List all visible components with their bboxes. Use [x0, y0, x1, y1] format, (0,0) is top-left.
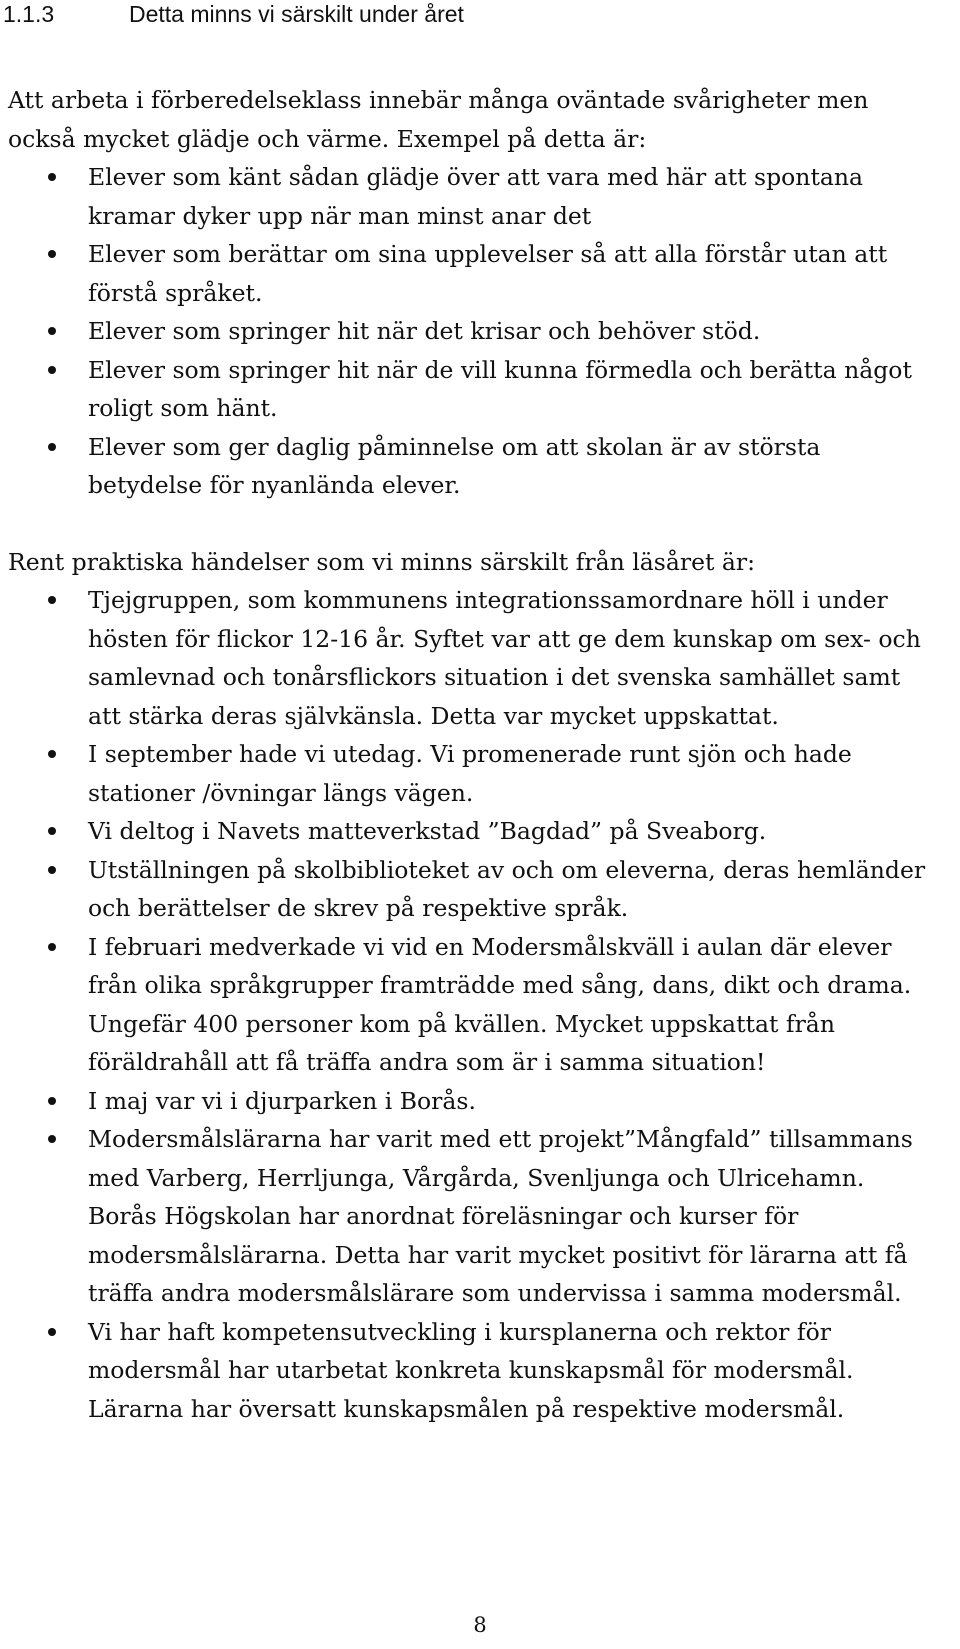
list-item-text: Elever som berättar om sina upplevelser så att alla förstår utan att förstå språket. [88, 240, 888, 307]
list-item-text: Elever som ger daglig påminnelse om att skolan är av största betydelse för nyanlända elever. [88, 432, 821, 499]
bullet-icon [48, 443, 56, 451]
document-body [8, 81, 938, 1428]
page-number: 8 [473, 1613, 487, 1637]
list-item-text: I februari medverkade vi vid en Modersmålskväll i aulan där elever från olika språkgrupper framträdde med sång, dans, dikt och drama. Ungefär 400 personer kom på kvällen. Mycket uppskattat från föräldrahåll att få träffa andra som är i samma situation! [88, 932, 912, 1076]
list-item [8, 428, 938, 505]
bullet-icon [48, 250, 56, 258]
list-item-text: Tjejgruppen, som kommunens integrationssamordnare höll i under hösten för flickor 12-16 år. Syftet var att ge dem kunskap om sex- och samlevnad och tonårsflickors situation i det svenska samhället samt att stärka deras självkänsla. Detta var mycket uppskattat. [88, 586, 921, 730]
list-item [8, 235, 938, 312]
list-item [8, 928, 938, 1082]
list-item-text: Vi har haft kompetensutveckling i kursplanerna och rektor för modersmål har utarbetat konkreta kunskapsmål för modersmål. Lärarna har översatt kunskapsmålen på respektive modersmål. [88, 1317, 854, 1423]
list-item [8, 812, 938, 851]
list-item [8, 1120, 938, 1313]
bullet-icon [48, 827, 56, 835]
bullet-icon [48, 173, 56, 181]
bullet-icon [48, 1135, 56, 1143]
list-item [8, 158, 938, 235]
list-item-text: I september hade vi utedag. Vi promenerade runt sjön och hade stationer /övningar längs vägen. [88, 740, 852, 807]
list-item-text: Elever som springer hit när de vill kunna förmedla och berätta något roligt som hänt. [88, 355, 912, 422]
bullet-icon [48, 943, 56, 951]
section-number: 1.1.3 [3, 1, 55, 27]
list-item-text: I maj var vi i djurparken i Borås. [88, 1086, 476, 1115]
list-item [8, 851, 938, 928]
list-item-text: Vi deltog i Navets matteverkstad ”Bagdad” på Sveaborg. [88, 817, 767, 845]
list-item [8, 735, 938, 812]
section-title: Detta minns vi särskilt under året [129, 1, 464, 27]
bullet-icon [48, 866, 56, 874]
list-item [8, 351, 938, 428]
list-item [8, 1313, 938, 1429]
list-item [8, 581, 938, 735]
events-intro-paragraph: Rent praktiska händelser som vi minns särskilt från läsåret är: [8, 547, 756, 576]
list-item [8, 312, 938, 351]
paragraph-spacer [8, 505, 938, 543]
section-heading [0, 0, 464, 28]
intro-paragraph: Att arbeta i förberedelseklass innebär många oväntade svårigheter men också mycket glädje och värme. Exempel på detta är: [8, 86, 869, 153]
memories-list [8, 158, 938, 505]
list-item-text: Modersmålslärarna har varit med ett projekt”Mångfald” tillsammans med Varberg, Herrljunga, Vårgårda, Svenljunga och Ulricehamn. Borås Högskolan har anordnat föreläsningar och kurser för modersmålslärarna. Detta har varit mycket positivt för lärarna att få träffa andra modersmålslärare som undervissa i samma modersmål. [88, 1125, 913, 1307]
bullet-icon [48, 1097, 56, 1105]
list-item-text: Elever som springer hit när det krisar och behöver stöd. [88, 317, 761, 345]
list-item-text: Elever som känt sådan glädje över att vara med här att spontana kramar dyker upp när man minst anar det [88, 163, 864, 230]
bullet-icon [48, 327, 56, 335]
events-list [8, 581, 938, 1428]
bullet-icon [48, 596, 56, 604]
bullet-icon [48, 750, 56, 758]
bullet-icon [48, 1328, 56, 1336]
list-item-text: Utställningen på skolbiblioteket av och om eleverna, deras hemländer och berättelser de skrev på respektive språk. [88, 855, 926, 922]
list-item [8, 1082, 938, 1121]
bullet-icon [48, 366, 56, 374]
